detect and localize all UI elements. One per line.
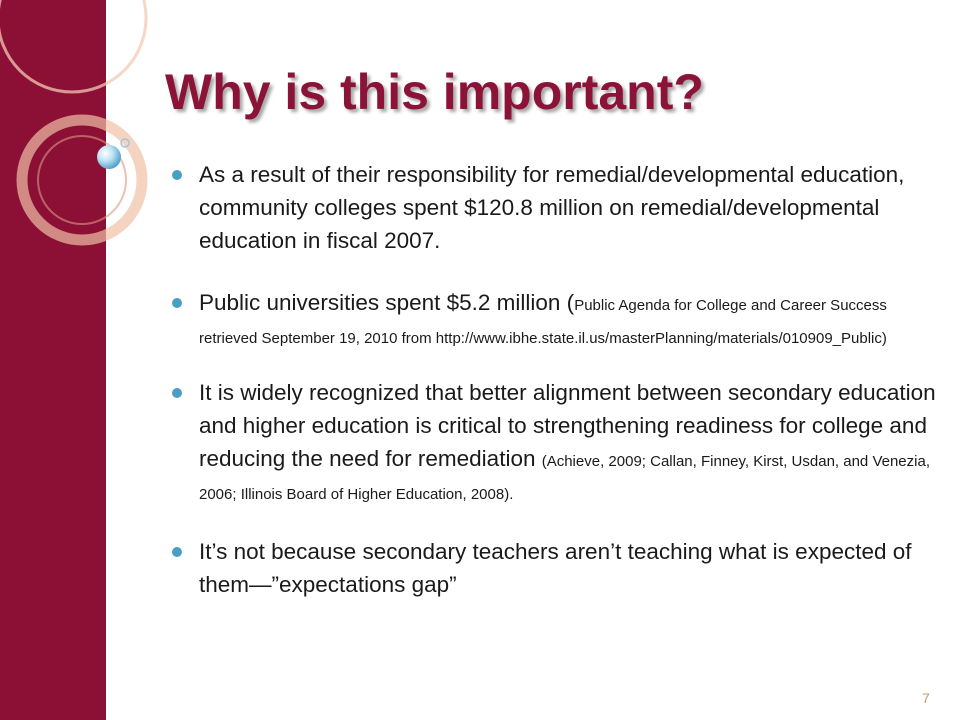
large-ring: [0, 0, 146, 92]
bullet-item: [170, 535, 940, 601]
middle-ring: [22, 120, 142, 240]
bullet-text: Public universities spent $5.2 million (: [199, 290, 575, 315]
bullet-item: [170, 376, 940, 508]
blue-orb: [97, 145, 121, 169]
bullet-dot-icon: [172, 388, 182, 398]
bullet-text: It is widely recognized that better alignment between secondary education and higher education is critical to strengthening readiness for college and reducing the need for remediation: [199, 380, 936, 471]
bullet-item: [170, 158, 940, 257]
bullet-list: [170, 158, 940, 601]
decorative-rings: [0, 0, 180, 300]
bullet-dot-icon: [172, 298, 182, 308]
bullet-text: It’s not because secondary teachers aren’t teaching what is expected of them—”expectations gap”: [199, 539, 912, 597]
bullet-dot-icon: [172, 547, 182, 557]
citation-note: (Achieve, 2009; Callan, Finney, Kirst, Usdan, and Venezia, 2006; Illinois Board of Higher Education, 2008).: [199, 453, 930, 503]
slide-title: Why is this important?: [165, 64, 704, 120]
slide-number: 7: [922, 690, 930, 706]
citation-note: Public Agenda for College and Career Success retrieved September 19, 2010 from http://www.ibhe.state.il.us/masterPlanning/materials/010909_Public): [199, 297, 887, 347]
bullet-text: As a result of their responsibility for remedial/developmental education, community colleges spent $120.8 million on remedial/developmental education in fiscal 2007.: [199, 162, 905, 253]
bullet-dot-icon: [172, 170, 182, 180]
bullet-item: [170, 286, 940, 352]
